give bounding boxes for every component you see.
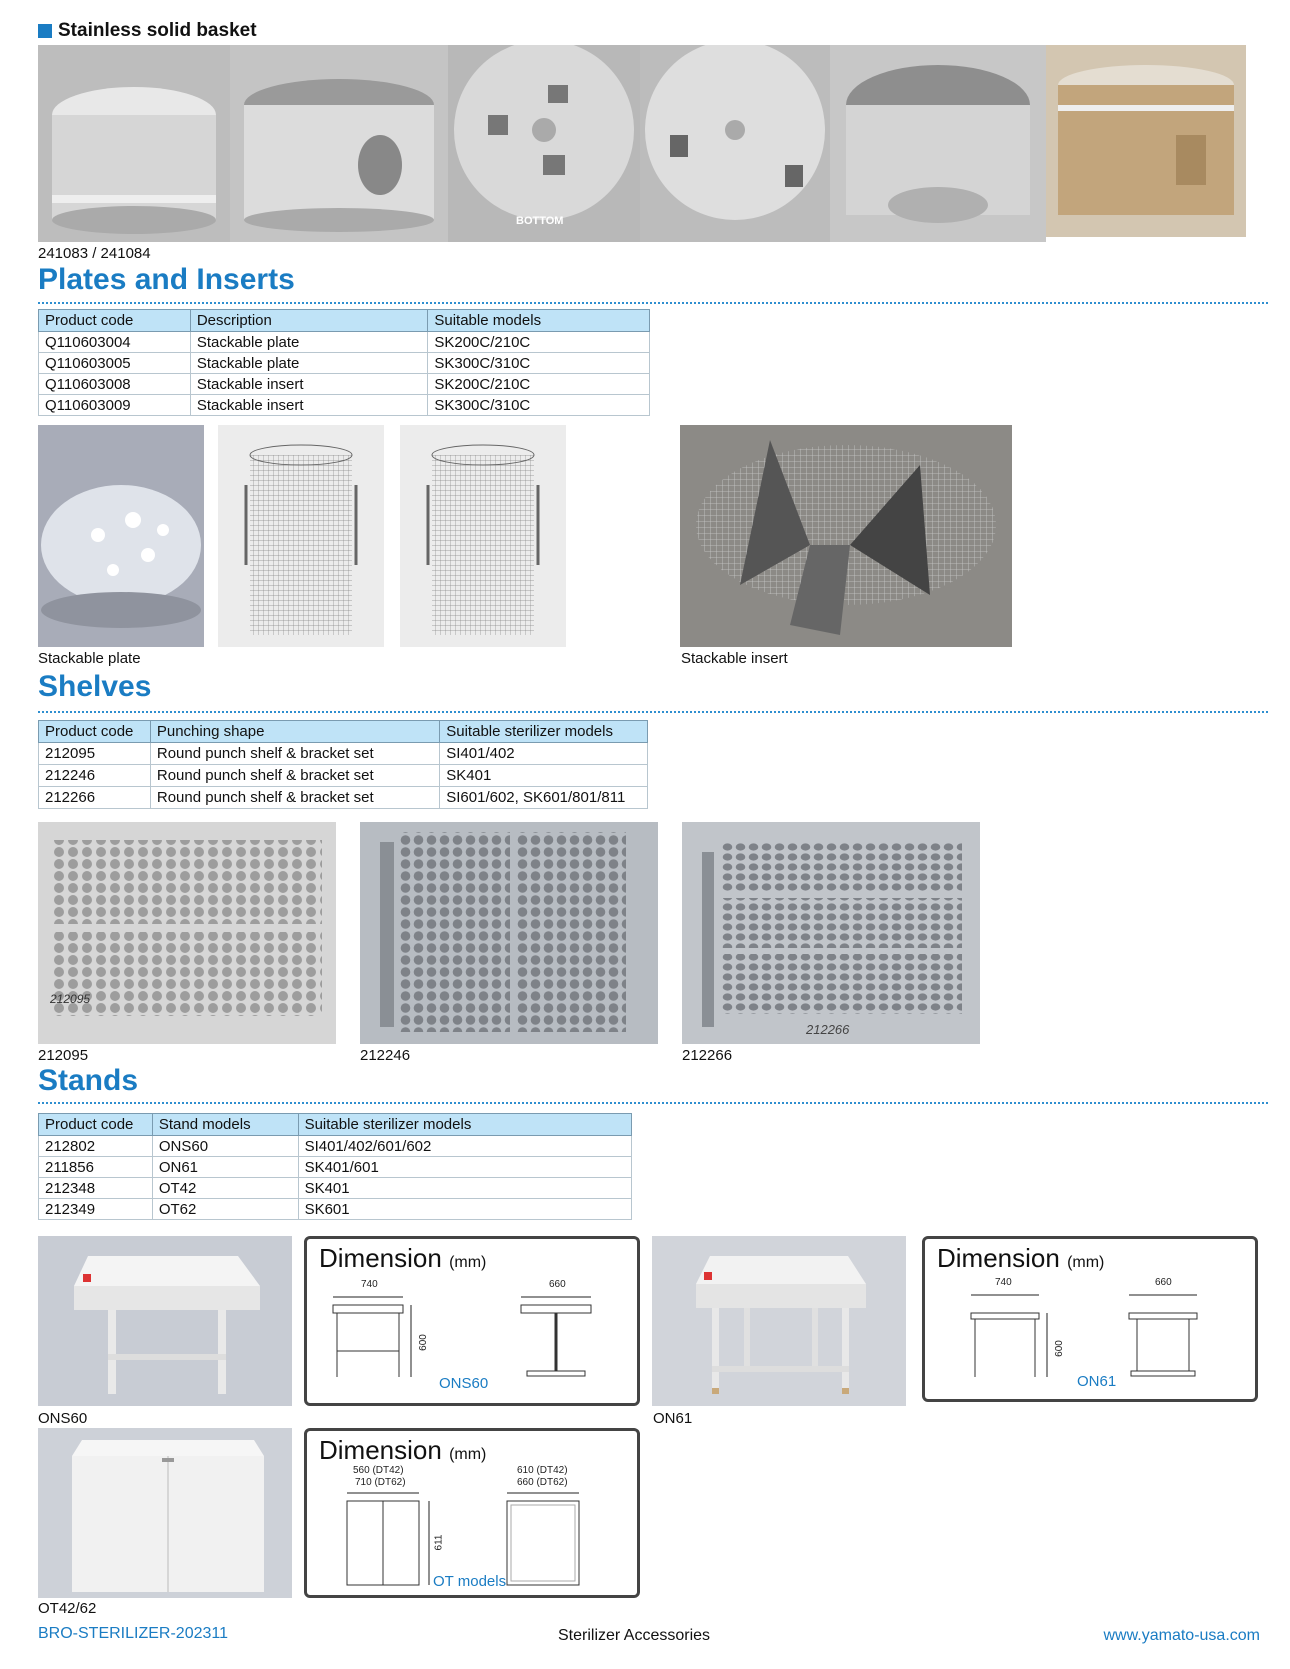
table-cell: Q110603004 — [39, 332, 191, 353]
table-cell: Round punch shelf & bracket set — [150, 787, 439, 809]
bullet-square-icon — [38, 24, 52, 38]
dimension-unit: (mm) — [449, 1254, 487, 1271]
ot-width-b: 710 (DT62) — [355, 1477, 406, 1488]
on61-height: 600 — [1053, 1340, 1065, 1357]
footer-code: BRO-STERILIZER-202311 — [38, 1625, 228, 1642]
table-cell: Q110603009 — [39, 395, 191, 416]
table-cell: SK401/601 — [298, 1157, 631, 1178]
stackable-insert-photo-3 — [680, 425, 1012, 647]
table-cell: 212266 — [39, 787, 151, 809]
table-header-row — [39, 310, 650, 332]
table-header-cell: Product code — [39, 721, 151, 743]
shelf-photo-212266 — [682, 822, 980, 1044]
shelf-caption-212266: 212266 — [682, 1047, 733, 1064]
basket-photo-6 — [1046, 45, 1246, 237]
stand-caption-ot42-62: OT42/62 — [38, 1600, 97, 1617]
ons60-model-label: ONS60 — [439, 1375, 489, 1392]
shelf-caption-212246: 212246 — [360, 1047, 411, 1064]
stand-photo-ot42-62 — [38, 1428, 292, 1598]
footer-url-link[interactable]: www.yamato-usa.com — [1103, 1627, 1260, 1644]
on61-width: 740 — [995, 1277, 1012, 1288]
table-cell: SI401/402/601/602 — [298, 1136, 631, 1157]
table-cell: SI601/602, SK601/801/811 — [440, 787, 648, 809]
dimension-title-text: Dimension — [319, 1435, 442, 1465]
basket-photo-2 — [230, 45, 448, 242]
handwritten-212266: 212266 — [806, 1022, 850, 1037]
stands-table — [38, 1113, 632, 1220]
table-header-cell: Product code — [39, 310, 191, 332]
table-row — [39, 765, 648, 787]
dimension-unit: (mm) — [449, 1446, 487, 1463]
table-header-cell: Punching shape — [150, 721, 439, 743]
table-cell: SK401 — [298, 1178, 631, 1199]
table-row — [39, 743, 648, 765]
table-cell: Q110603005 — [39, 353, 191, 374]
table-cell: SK200C/210C — [428, 332, 650, 353]
basket-photo-4 — [640, 45, 830, 242]
table-cell: SK401 — [440, 765, 648, 787]
table-cell: 212348 — [39, 1178, 153, 1199]
shelf-photo-212095 — [38, 822, 336, 1044]
ot-width-a: 560 (DT42) — [353, 1465, 404, 1476]
table-row — [39, 1136, 632, 1157]
stands-divider — [38, 1102, 1268, 1104]
table-cell: SK200C/210C — [428, 374, 650, 395]
bottom-label: BOTTOM — [516, 215, 564, 227]
table-header-cell: Stand models — [152, 1114, 298, 1136]
ot-height: 611 — [433, 1534, 445, 1551]
stackable-plate-caption: Stackable plate — [38, 650, 141, 667]
shelves-divider — [38, 711, 1268, 713]
table-row — [39, 395, 650, 416]
ot-depth-b: 660 (DT62) — [517, 1477, 568, 1488]
table-cell: SK601 — [298, 1199, 631, 1220]
table-row — [39, 332, 650, 353]
table-cell: 211856 — [39, 1157, 153, 1178]
table-cell: SK300C/310C — [428, 395, 650, 416]
table-cell: OT42 — [152, 1178, 298, 1199]
table-row — [39, 787, 648, 809]
table-cell: Stackable insert — [190, 374, 428, 395]
table-cell: ON61 — [152, 1157, 298, 1178]
shelf-caption-212095: 212095 — [38, 1047, 89, 1064]
table-cell: Round punch shelf & bracket set — [150, 743, 439, 765]
ons60-depth: 660 — [549, 1279, 566, 1290]
table-cell: Round punch shelf & bracket set — [150, 765, 439, 787]
shelves-heading: Shelves — [38, 670, 152, 703]
table-cell: SI401/402 — [440, 743, 648, 765]
table-cell: Q110603008 — [39, 374, 191, 395]
ons60-width: 740 — [361, 1279, 378, 1290]
on61-model-label: ON61 — [1077, 1373, 1117, 1390]
table-cell: 212246 — [39, 765, 151, 787]
stand-caption-ons60: ONS60 — [38, 1410, 88, 1427]
table-row — [39, 374, 650, 395]
dimension-title-text: Dimension — [319, 1243, 442, 1273]
table-cell: OT62 — [152, 1199, 298, 1220]
table-header-cell: Description — [190, 310, 428, 332]
table-cell: SK300C/310C — [428, 353, 650, 374]
basket-title — [38, 20, 257, 42]
on61-depth: 660 — [1155, 1277, 1172, 1288]
dimension-unit: (mm) — [1067, 1254, 1105, 1271]
table-header-row — [39, 1114, 632, 1136]
table-cell: Stackable insert — [190, 395, 428, 416]
dimension-box-on61 — [922, 1236, 1258, 1402]
dimension-box-ot — [304, 1428, 640, 1598]
basket-caption: 241083 / 241084 — [38, 245, 151, 262]
basket-photo-1 — [38, 45, 230, 242]
shelves-table — [38, 720, 648, 809]
ot-model-label: OT models — [433, 1573, 507, 1590]
basket-photo-5 — [830, 45, 1046, 242]
stackable-insert-photo-2 — [400, 425, 566, 647]
table-header-cell: Suitable sterilizer models — [440, 721, 648, 743]
dimension-title-text: Dimension — [937, 1243, 1060, 1273]
table-header-cell: Suitable sterilizer models — [298, 1114, 631, 1136]
shelf-photo-212246 — [360, 822, 658, 1044]
table-header-cell: Product code — [39, 1114, 153, 1136]
stackable-insert-caption: Stackable insert — [681, 650, 788, 667]
basket-title-text: Stainless solid basket — [58, 20, 257, 41]
handwritten-212095: 212095 — [50, 992, 91, 1006]
table-row — [39, 1178, 632, 1199]
table-row — [39, 353, 650, 374]
table-cell: 212802 — [39, 1136, 153, 1157]
stand-photo-on61 — [652, 1236, 906, 1406]
plates-table — [38, 309, 650, 416]
dimension-box-ons60 — [304, 1236, 640, 1406]
stands-heading: Stands — [38, 1064, 139, 1097]
plates-heading: Plates and Inserts — [38, 263, 295, 296]
plates-divider — [38, 302, 1268, 304]
table-cell: Stackable plate — [190, 353, 428, 374]
table-cell: 212349 — [39, 1199, 153, 1220]
footer-title: Sterilizer Accessories — [558, 1627, 711, 1644]
stand-caption-on61: ON61 — [653, 1410, 693, 1427]
stackable-plate-photo — [38, 425, 204, 647]
table-cell: Stackable plate — [190, 332, 428, 353]
stackable-insert-photo-1 — [218, 425, 384, 647]
basket-photo-3 — [448, 45, 640, 242]
table-header-row — [39, 721, 648, 743]
stand-photo-ons60 — [38, 1236, 292, 1406]
table-header-cell: Suitable models — [428, 310, 650, 332]
table-row — [39, 1199, 632, 1220]
table-cell: ONS60 — [152, 1136, 298, 1157]
table-cell: 212095 — [39, 743, 151, 765]
table-row — [39, 1157, 632, 1178]
ons60-height: 600 — [417, 1334, 429, 1351]
ot-depth-a: 610 (DT42) — [517, 1465, 568, 1476]
